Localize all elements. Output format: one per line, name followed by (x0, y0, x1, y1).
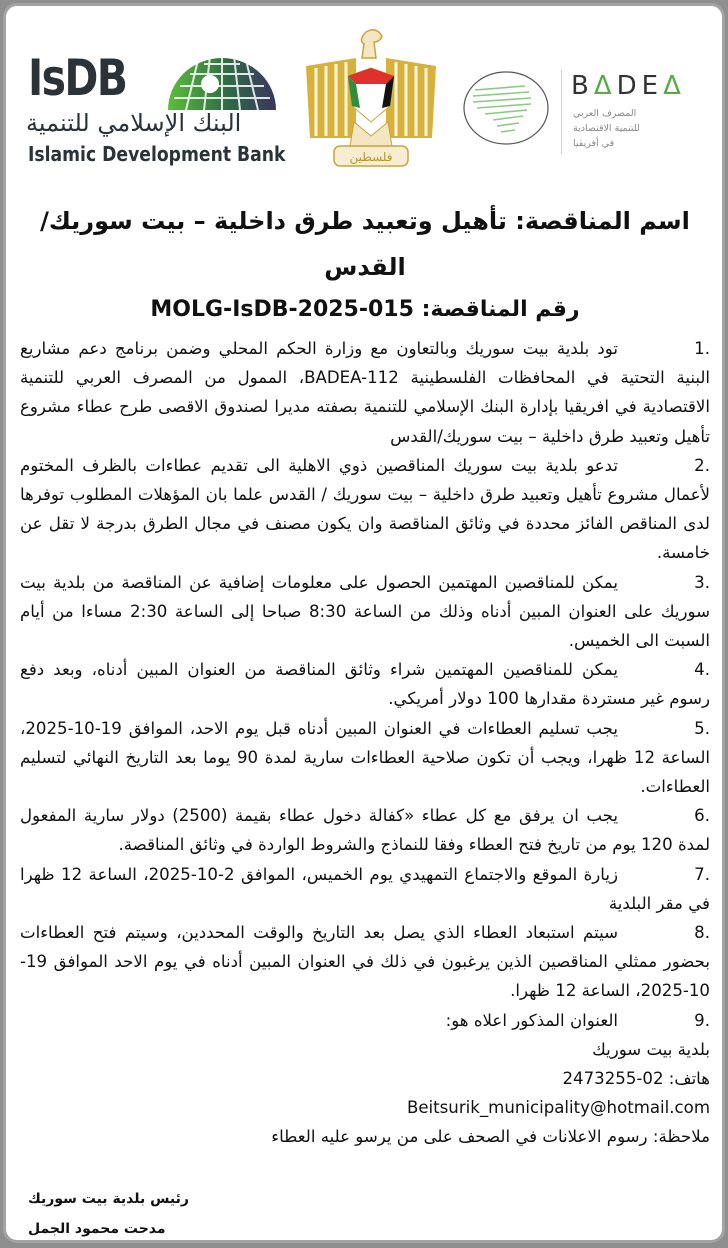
palestine-eagle-emblem-icon (296, 26, 446, 171)
item-text: سيتم استبعاد العطاء الذي يصل بعد التاريخ والوقت المحددين، وسيتم فتح العطاءات بحضور ممثلي المناقصين الذين يرغبون في ذلك في العنوان المبين أدناه في يوم الاحد الموافق 19-10-2025، الساعة 12 ظهرا. (20, 923, 710, 1001)
isdb-logo (24, 50, 284, 175)
address-name: بلدية بيت سوريك (592, 1039, 710, 1059)
item-text: يجب تسليم العطاءات في العنوان المبين أدناه قبل يوم الاحد، الموافق 19-10-2025، الساعة 12 ظهرا، ويجب أن تكون صلاحية العطاءات سارية لمدة 90 يوما بعد التاريخ النهائي لتسليم العطاءات. (20, 718, 710, 797)
item-number: 3. (694, 572, 710, 592)
item-text: تود بلدية بيت سوريك وبالتعاون مع وزارة الحكم المحلي وضمن برنامج دعم مشاريع البنية التحتية في المحافظات الفلسطينية BADEA-112، الممول من المصرف العربي للتنمية الاقتصادية في افريقيا بإدارة البنك الإسلامي للتنمية بصفته مديرا لصندوق الاقصى طرح عطاء مشروع تأهيل وتعبيد طرق داخلية – بيت سوريك/القدس (20, 339, 711, 446)
signature-name: مدحت محمود الجمل (28, 1221, 166, 1237)
item-text: يمكن للمناقصين المهتمين الحصول على معلومات إضافية عن المناقصة من بلدية بيت سوريك على العنوان المبين أدناه وذلك من الساعة 8:30 صباحا إلى الساعة 2:30 مساءا من أيام السبت الى الخميس. (20, 572, 710, 651)
item-text: العنوان المذكور اعلاه هو: (445, 1010, 618, 1030)
tender-term-item (20, 918, 710, 1006)
badea-abbr: BΔDEΔ (571, 71, 686, 101)
advertising-fee-note: ملاحظة: رسوم الاعلانات في الصحف على من يرسو عليه العطاء (271, 1127, 710, 1147)
logo-header (6, 6, 722, 196)
item-text: يمكن للمناقصين المهتمين شراء وثائق المناقصة من العنوان المبين أدناه، وبعد دفع رسوم غير مستردة مقدارها 100 دولار أمريكي. (20, 660, 710, 709)
tender-term-item (20, 1006, 710, 1035)
item-number: 8. (694, 923, 710, 943)
isdb-globe-icon (164, 54, 280, 110)
signature-title: رئيس بلدية بيت سوريك (28, 1191, 189, 1207)
tender-notice (20, 198, 710, 1152)
item-number: 6. (694, 806, 710, 826)
tender-number: رقم المناقصة: MOLG-IsDB-2025-015 (150, 297, 580, 322)
tender-title: اسم المناقصة: تأهيل وتعبيد طرق داخلية – بيت سوريك/القدس (40, 207, 690, 281)
tender-terms-list (20, 334, 710, 1035)
signature-block (28, 1184, 189, 1244)
tender-number-code: MOLG-IsDB-2025-015 (150, 297, 414, 322)
tender-term-item (20, 860, 710, 918)
tender-term-item (20, 801, 710, 859)
item-number: 9. (694, 1010, 710, 1030)
badea-name-ar: المصرف العربي للتنمية الاقتصادية في أفريقيا (573, 108, 640, 149)
isdb-name-ar: البنك الإسلامي للتنمية (26, 109, 242, 137)
advertisement-frame (3, 3, 725, 1243)
isdb-name-en: Islamic Development Bank (28, 142, 286, 166)
emblem-label: فلسطين (349, 150, 393, 164)
address-phone: هاتف: 02-2473255 (562, 1069, 710, 1089)
tender-term-item (20, 451, 710, 568)
item-number: 4. (694, 660, 710, 680)
tender-term-item (20, 655, 710, 713)
isdb-abbr: IsDB (28, 49, 127, 107)
item-number: 2. (694, 455, 710, 475)
item-text: تدعو بلدية بيت سوريك المناقصين ذوي الاهلية الى تقديم عطاءات بالظرف المختوم لأعمال مشروع تأهيل وتعبيد طرق داخلية – بيت سوريك / القدس علما بان المؤهلات المطلوب توفرها لدى المناقص الفائز محددة في وثائق المناقصة وان يكون مصنف في مجال الطرق بدرجة لا تقل عن خامسة. (20, 455, 710, 563)
item-text: زيارة الموقع والاجتماع التمهيدي يوم الخميس، الموافق 2-10-2025، الساعة 12 ظهرا في مقر البلدية (20, 864, 710, 913)
badea-separator (561, 70, 562, 154)
tender-term-item (20, 714, 710, 802)
address-email[interactable]: Beitsurik_municipality@hotmail.com (406, 1098, 710, 1118)
item-number: 1. (694, 339, 710, 358)
badea-logo (461, 68, 711, 158)
item-number: 7. (694, 864, 710, 884)
item-text: يجب ان يرفق مع كل عطاء «كفالة دخول عطاء بقيمة (2500) دولار سارية المفعول لمدة 120 يوم من تاريخ فتح العطاء وفقا للنماذج والشروط الواردة في وثائق المناقصة. (20, 806, 710, 855)
item-number: 5. (694, 718, 710, 738)
africa-map-icon (461, 68, 551, 146)
tender-term-item (20, 334, 710, 451)
tender-term-item (20, 568, 710, 656)
